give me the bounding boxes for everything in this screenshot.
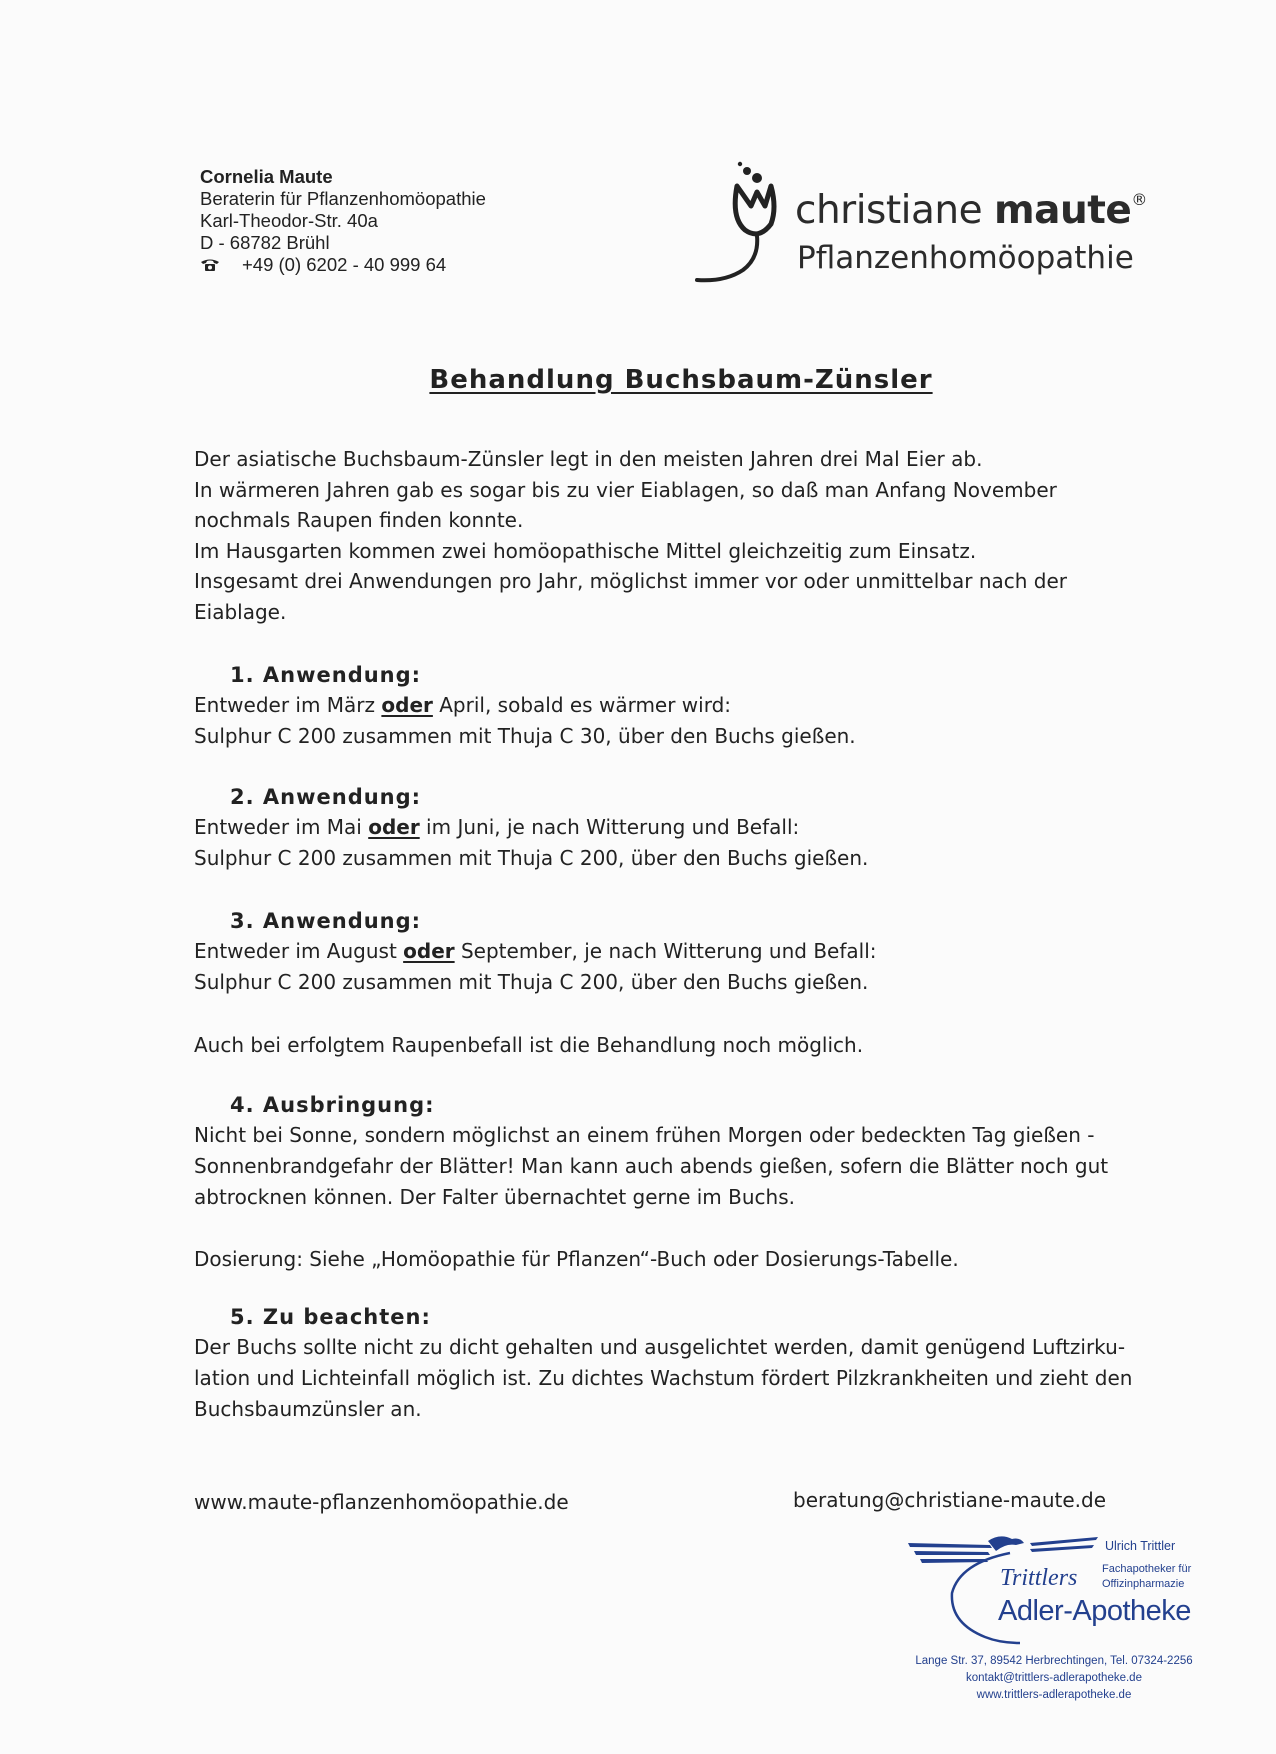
brand-logo [695, 158, 1165, 288]
sender-phone: +49 (0) 6202 - 40 999 64 [242, 254, 447, 275]
pharmacy-stamp [900, 1533, 1210, 1703]
section-line: Nicht bei Sonne, sondern möglichst an einem frühen Morgen oder bedeckten Tag gießen - [194, 1123, 1095, 1147]
tulip-logo-icon [695, 158, 795, 288]
section-text: Entweder im Mai [194, 815, 369, 839]
sender-street: Karl-Theodor-Str. 40a [200, 210, 378, 231]
section-text: April, sobald es wärmer wird: [432, 693, 732, 717]
section-application-2 [194, 782, 1184, 874]
section-notes [194, 1302, 1184, 1425]
section-line: Sulphur C 200 zusammen mit Thuja C 200, über den Buchs gießen. [194, 970, 869, 994]
intro-line: Insgesamt drei Anwendungen pro Jahr, möglichst immer vor oder unmittelbar nach der [194, 569, 1068, 593]
pharmacist-title-line2: Offizinpharmazie [1102, 1578, 1185, 1590]
brand-name [795, 188, 1147, 233]
section-line [194, 690, 1184, 721]
document-title: Behandlung Buchsbaum-Zünsler [429, 365, 933, 395]
emphasis-oder: oder [368, 815, 420, 839]
section-heading: 2. Anwendung: [230, 785, 422, 809]
section-heading: 4. Ausbringung: [230, 1093, 435, 1117]
intro-line: Der asiatische Buchsbaum-Zünsler legt in den meisten Jahren drei Mal Eier ab. [194, 447, 983, 471]
pharmacy-email: kontakt@trittlers-adlerapotheke.de [966, 1672, 1142, 1684]
sender-name: Cornelia Maute [200, 166, 333, 187]
registered-mark: ® [1131, 190, 1147, 209]
section-heading: 3. Anwendung: [230, 909, 422, 933]
intro-line: nochmals Raupen finden konnte. [194, 508, 524, 532]
treatment-note: Auch bei erfolgtem Raupenbefall ist die Behandlung noch möglich. [194, 1033, 864, 1057]
section-text: Entweder im März [194, 693, 382, 717]
section-line: Sonnenbrandgefahr der Blätter! Man kann auch abends gießen, sofern die Blätter noch gut [194, 1154, 1109, 1178]
sender-city: D - 68782 Brühl [200, 232, 330, 253]
pharmacy-brand-script: Trittlers [1000, 1565, 1078, 1591]
section-application-3 [194, 906, 1184, 998]
brand-subtitle: Pflanzenhomöopathie [797, 240, 1134, 276]
sender-role: Beraterin für Pflanzenhomöopathie [200, 188, 486, 209]
section-line: Der Buchs sollte nicht zu dicht gehalten und ausgelichtet werden, damit genügend Luftzirku- [194, 1335, 1126, 1359]
intro-paragraph [194, 444, 1184, 627]
section-line: Buchsbaumzünsler an. [194, 1397, 422, 1421]
emphasis-oder: oder [403, 939, 455, 963]
pharmacy-contact [904, 1653, 1204, 1704]
brand-name-bold: maute [993, 188, 1132, 233]
section-line: lation und Lichteinfall möglich ist. Zu dichtes Wachstum fördert Pilzkrankheiten und zieht den [194, 1366, 1133, 1390]
pharmacist-name: Ulrich Trittler [1105, 1539, 1176, 1553]
sender-phone-row [200, 254, 486, 276]
section-application-method [194, 1090, 1184, 1213]
section-text: Entweder im August [194, 939, 404, 963]
intro-line: Eiablage. [194, 599, 287, 624]
footer-website: www.maute-pflanzenhomöopathie.de [194, 1490, 569, 1514]
section-line [194, 936, 1184, 967]
sender-address-block [200, 166, 486, 276]
section-application-1 [194, 660, 1184, 752]
section-heading: 5. Zu beachten: [230, 1305, 431, 1329]
section-text: im Juni, je nach Witterung und Befall: [419, 815, 800, 839]
emphasis-oder: oder [381, 693, 433, 717]
telephone-icon [200, 258, 220, 272]
intro-line: Im Hausgarten kommen zwei homöopathische Mittel gleichzeitig zum Einsatz. [194, 538, 977, 563]
footer-email: beratung@christiane-maute.de [793, 1488, 1107, 1512]
pharmacy-name: Adler-Apotheke [998, 1595, 1191, 1627]
section-text: September, je nach Witterung und Befall: [454, 939, 877, 963]
section-line: abtrocknen können. Der Falter übernachtet gerne im Buchs. [194, 1185, 795, 1209]
section-heading: 1. Anwendung: [230, 663, 422, 687]
dosing-note: Dosierung: Siehe „Homöopathie für Pflanzen“-Buch oder Dosierungs-Tabelle. [194, 1247, 959, 1271]
pharmacy-web: www.trittlers-adlerapotheke.de [976, 1689, 1132, 1701]
section-line [194, 812, 1184, 843]
section-line: Sulphur C 200 zusammen mit Thuja C 200, über den Buchs gießen. [194, 846, 869, 870]
pharmacist-title-line1: Fachapotheker für [1102, 1563, 1192, 1575]
brand-name-light: christiane [795, 188, 994, 233]
intro-line: In wärmeren Jahren gab es sogar bis zu vier Eiablagen, so daß man Anfang November [194, 477, 1057, 502]
pharmacy-address: Lange Str. 37, 89542 Herbrechtingen, Tel. 07324-2256 [915, 1655, 1193, 1667]
section-line: Sulphur C 200 zusammen mit Thuja C 30, über den Buchs gießen. [194, 724, 856, 748]
